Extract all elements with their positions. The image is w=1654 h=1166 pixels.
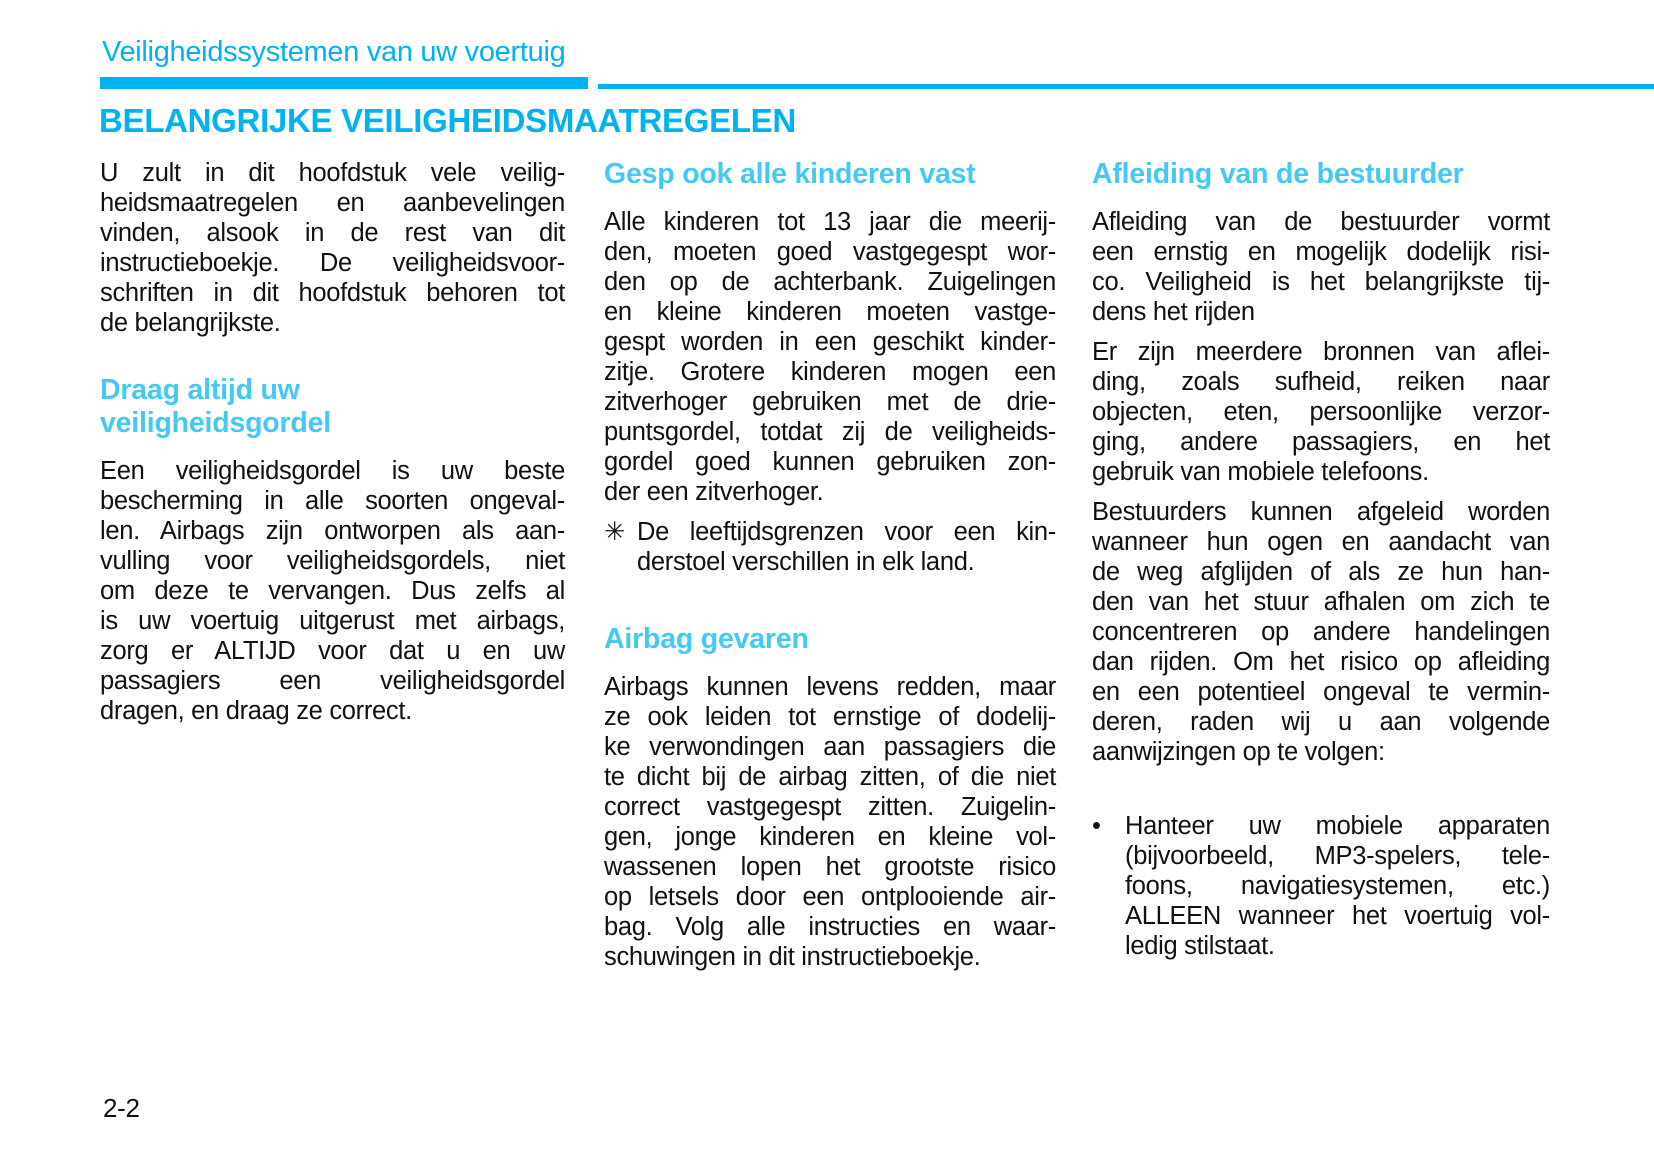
text-line: en kleine kinderen moeten vastge- bbox=[604, 298, 1056, 326]
paragraph bbox=[1092, 337, 1550, 487]
section-heading bbox=[604, 623, 1056, 656]
paragraph bbox=[604, 672, 1056, 972]
text-line: ding, zoals sufheid, reiken naar bbox=[1092, 368, 1550, 396]
text-line: U zult in dit hoofdstuk vele veilig- bbox=[100, 159, 565, 187]
text-line: vulling voor veiligheidsgordels, niet bbox=[100, 547, 565, 575]
text-line: zorg er ALTIJD voor dat u en uw bbox=[100, 637, 565, 665]
content-column-middle bbox=[604, 158, 1056, 982]
text-line: zitverhoger gebruiken met de drie- bbox=[604, 388, 1056, 416]
text-line: Alle kinderen tot 13 jaar die meerij- bbox=[604, 208, 1056, 236]
text-line: Er zijn meerdere bronnen van aflei- bbox=[1092, 338, 1550, 366]
section-heading-line: Draag altijd uw bbox=[100, 374, 300, 406]
text-line: instructieboekje. De veiligheidsvoor- bbox=[100, 249, 565, 277]
header-underline-bar bbox=[100, 77, 588, 89]
text-line: dens het rijden bbox=[1092, 298, 1255, 326]
text-line: co. Veiligheid is het belangrijkste tij- bbox=[1092, 268, 1550, 296]
section-heading bbox=[604, 158, 1056, 191]
text-line: dragen, en draag ze correct. bbox=[100, 697, 412, 725]
section-heading-line: veiligheidsgordel bbox=[100, 407, 331, 439]
text-line: aanwijzingen op te volgen: bbox=[1092, 738, 1385, 766]
text-line: ging, andere passagiers, en het bbox=[1092, 428, 1550, 456]
paragraph bbox=[100, 158, 565, 338]
content-column-right bbox=[1092, 158, 1550, 971]
text-line: (bijvoorbeeld, MP3-spelers, tele- bbox=[1125, 842, 1550, 870]
text-line: ledig stilstaat. bbox=[1125, 932, 1275, 960]
text-line: de weg afglijden of als ze hun han- bbox=[1092, 558, 1550, 586]
text-line: gordel goed kunnen gebruiken zon- bbox=[604, 448, 1056, 476]
text-line: ke verwondingen aan passagiers die bbox=[604, 733, 1056, 761]
text-line: Hanteer uw mobiele apparaten bbox=[1125, 812, 1550, 840]
text-line: wanneer hun ogen en aandacht van bbox=[1092, 528, 1550, 556]
text-line: len. Airbags zijn ontworpen als aan- bbox=[100, 517, 565, 545]
text-line: en een potentieel ongeval te vermin- bbox=[1092, 678, 1550, 706]
text-line: derstoel verschillen in elk land. bbox=[637, 548, 975, 576]
text-line: dan rijden. Om het risico op afleiding bbox=[1092, 648, 1550, 676]
text-line: puntsgordel, totdat zij de veiligheids- bbox=[604, 418, 1056, 446]
section-heading bbox=[100, 374, 565, 440]
text-line: der een zitverhoger. bbox=[604, 478, 824, 506]
paragraph bbox=[1092, 207, 1550, 327]
text-line: gen, jonge kinderen en kleine vol- bbox=[604, 823, 1056, 851]
text-line: concentreren op andere handelingen bbox=[1092, 618, 1550, 646]
content-column-left bbox=[100, 158, 565, 736]
text-line: deren, raden wij u aan volgende bbox=[1092, 708, 1550, 736]
section-heading-line: Gesp ook alle kinderen vast bbox=[604, 158, 976, 190]
text-line: zitje. Grotere kinderen mogen een bbox=[604, 358, 1056, 386]
text-line: De leeftijdsgrenzen voor een kin- bbox=[637, 518, 1056, 546]
text-line: heidsmaatregelen en aanbevelingen bbox=[100, 189, 565, 217]
text-line: bescherming in alle soorten ongeval- bbox=[100, 487, 565, 515]
text-line: Een veiligheidsgordel is uw beste bbox=[100, 457, 565, 485]
text-line: Afleiding van de bestuurder vormt bbox=[1092, 208, 1550, 236]
text-line: den, moeten goed vastgegespt wor- bbox=[604, 238, 1056, 266]
text-line: schriften in dit hoofdstuk behoren tot bbox=[100, 279, 565, 307]
text-line: een ernstig en mogelijk dodelijk risi- bbox=[1092, 238, 1550, 266]
page-number: 2-2 bbox=[103, 1093, 140, 1123]
note bbox=[604, 517, 1056, 577]
text-line: gebruik van mobiele telefoons. bbox=[1092, 458, 1429, 486]
text-line: den van het stuur afhalen om zich te bbox=[1092, 588, 1550, 616]
section-heading bbox=[1092, 158, 1550, 191]
text-line: passagiers een veiligheidsgordel bbox=[100, 667, 565, 695]
text-line: om deze te vervangen. Dus zelfs al bbox=[100, 577, 565, 605]
page-title: BELANGRIJKE VEILIGHEIDSMAATREGELEN bbox=[99, 102, 796, 139]
text-line: ALLEEN wanneer het voertuig vol- bbox=[1125, 902, 1550, 930]
text-line: foons, navigatiesystemen, etc.) bbox=[1125, 872, 1550, 900]
text-line: objecten, eten, persoonlijke verzor- bbox=[1092, 398, 1550, 426]
bullet-icon: • bbox=[1092, 812, 1101, 840]
header-rule-line bbox=[598, 84, 1654, 89]
paragraph bbox=[100, 456, 565, 726]
paragraph bbox=[1092, 497, 1550, 767]
text-line: bag. Volg alle instructies en waar- bbox=[604, 913, 1056, 941]
note-asterisk-icon: ✳ bbox=[604, 518, 626, 546]
text-line: vinden, alsook in de rest van dit bbox=[100, 219, 565, 247]
text-line: te dicht bij de airbag zitten, of die niet bbox=[604, 763, 1056, 791]
text-line: schuwingen in dit instructieboekje. bbox=[604, 943, 981, 971]
text-line: Airbags kunnen levens redden, maar bbox=[604, 673, 1056, 701]
paragraph bbox=[604, 207, 1056, 507]
text-line: op letsels door een ontplooiende air- bbox=[604, 883, 1056, 911]
section-heading-line: Afleiding van de bestuurder bbox=[1092, 158, 1464, 190]
text-line: correct vastgegespt zitten. Zuigelin- bbox=[604, 793, 1056, 821]
text-line: de belangrijkste. bbox=[100, 309, 281, 337]
text-line: is uw voertuig uitgerust met airbags, bbox=[100, 607, 565, 635]
text-line: wassenen lopen het grootste risico bbox=[604, 853, 1056, 881]
text-line: den op de achterbank. Zuigelingen bbox=[604, 268, 1056, 296]
text-line: gespt worden in een geschikt kinder- bbox=[604, 328, 1056, 356]
section-heading-line: Airbag gevaren bbox=[604, 623, 809, 655]
bullet-item bbox=[1092, 811, 1550, 961]
chapter-header-title: Veiligheidssystemen van uw voertuig bbox=[102, 36, 566, 68]
text-line: ze ook leiden tot ernstige of dodelij- bbox=[604, 703, 1056, 731]
text-line: Bestuurders kunnen afgeleid worden bbox=[1092, 498, 1550, 526]
